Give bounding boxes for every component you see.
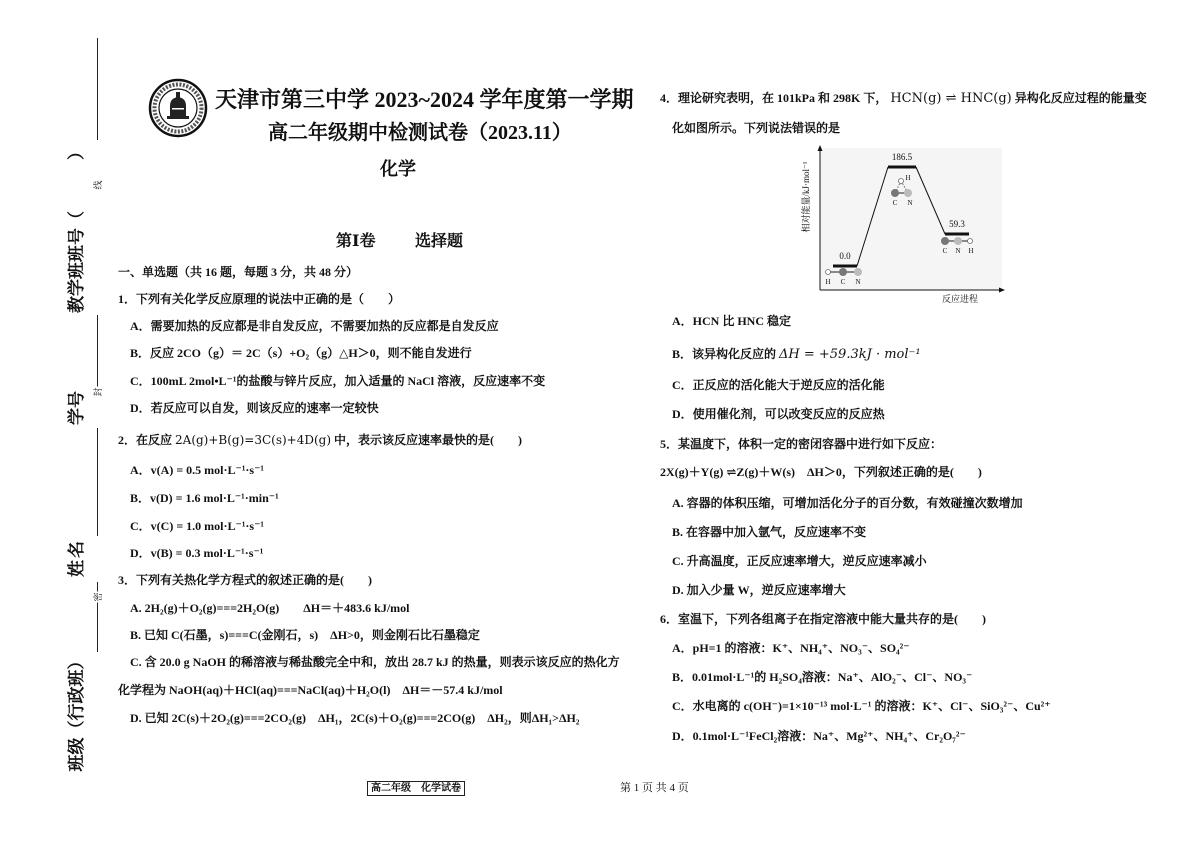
question-4-stem-suffix: 异构化反应过程的能量变 xyxy=(1014,91,1147,105)
teaching-class-label: 教学班班号（ ） xyxy=(67,143,86,313)
atom-label: N xyxy=(855,278,861,286)
exam-title-line2: 高二年级期中检测试卷（2023.11） xyxy=(268,122,572,144)
energy-level-label: 0.0 xyxy=(839,251,851,261)
student-no-label: 学号 xyxy=(67,391,86,425)
question-2-option-d: D．v(B) = 0.3 mol·L⁻¹·s⁻¹ xyxy=(130,546,264,560)
question-3-option-c: C. 含 20.0 g NaOH 的稀溶液与稀盐酸完全中和，放出 28.7 kJ 的热量，则表示该反应的热化方 xyxy=(130,655,620,669)
plot-area xyxy=(820,148,1002,290)
section-volume: 第Ⅰ卷 xyxy=(336,233,376,250)
question-6-option-a: A．pH=1 的溶液：K⁺、NH₄⁺、NO₃⁻、SO₄²⁻ xyxy=(672,641,910,655)
energy-level-label: 59.3 xyxy=(949,219,965,229)
fill-line-name xyxy=(97,428,98,536)
question-5-stem-line2: 2X(g)＋Y(g) ⇌Z(g)＋W(s) ΔH＞0，下列叙述正确的是( ) xyxy=(660,465,982,479)
question-4-option-b xyxy=(672,346,924,363)
x-axis-label: 反应进程 xyxy=(941,294,979,304)
atom-label: N xyxy=(907,199,913,207)
footer-paper-label: 高二年级 化学试卷 xyxy=(367,781,465,796)
question-5-option-d: D. 加入少量 W，逆反应速率增大 xyxy=(672,583,846,597)
fill-line-teaching-class xyxy=(97,38,98,140)
question-2-option-b: B．v(D) = 1.6 mol·L⁻¹·min⁻¹ xyxy=(130,491,279,505)
energy-level-label: 186.5 xyxy=(891,152,913,162)
question-2-stem-prefix: 2．在反应 xyxy=(118,433,173,447)
question-3-stem: 3．下列有关热化学方程式的叙述正确的是( ) xyxy=(118,573,372,587)
question-2-stem xyxy=(118,432,522,448)
question-4-stem-line2: 化如图所示。下列说法错误的是 xyxy=(672,121,841,135)
question-5-option-b: B. 在容器中加入氩气，反应速率不变 xyxy=(672,525,867,539)
question-1-option-a: A．需要加热的反应都是非自发反应，不需要加热的反应都是自发反应 xyxy=(130,319,499,333)
atom-label: C xyxy=(892,199,898,207)
subject-title: 化学 xyxy=(380,159,416,179)
question-4-option-a: A．HCN 比 HNC 稳定 xyxy=(672,314,791,328)
atom-label: N xyxy=(955,247,961,255)
fill-line-student-no xyxy=(97,315,98,388)
section-type: 选择题 xyxy=(415,233,464,250)
atom-n xyxy=(954,237,962,245)
question-4-option-c: C．正反应的活化能大于逆反应的活化能 xyxy=(672,378,885,392)
atom-label: C xyxy=(942,247,948,255)
atom-c xyxy=(941,237,949,245)
class-label: 班级（行政班） xyxy=(67,652,86,772)
atom-h xyxy=(899,179,904,184)
seal-char-secret: 密 xyxy=(93,592,103,602)
question-6-option-b: B．0.01mol·L⁻¹的 H₂SO₄溶液：Na⁺、AlO₂⁻、Cl⁻、NO₃⁻ xyxy=(672,670,973,684)
atom-label: H xyxy=(905,174,911,182)
y-axis-label: 相对能量/kJ·mol⁻¹ xyxy=(801,161,811,233)
question-5-option-a: A. 容器的体积压缩，可增加活化分子的百分数，有效碰撞次数增加 xyxy=(672,496,1023,510)
atom-label: C xyxy=(840,278,846,286)
question-1-stem: 1．下列有关化学反应原理的说法中正确的是（ ） xyxy=(118,292,401,306)
atom-label: H xyxy=(968,247,974,255)
question-2-option-a: A．v(A) = 0.5 mol·L⁻¹·s⁻¹ xyxy=(130,463,265,477)
question-4-formula: HCN(g) ⇌ HNC(g) xyxy=(890,91,1012,106)
part-heading: 一、单选题（共 16 题，每题 3 分，共 48 分） xyxy=(118,265,359,279)
question-3-option-a: A. 2H₂(g)＋O₂(g)===2H₂O(g) ΔH＝＋483.6 kJ/mol xyxy=(130,601,410,615)
atom-n xyxy=(904,189,912,197)
name-label: 姓名 xyxy=(67,539,86,577)
atom-label: H xyxy=(825,278,831,286)
exam-title-line1: 天津市第三中学 2023~2024 学年度第一学期 xyxy=(215,87,634,112)
question-4-stem-prefix: 4．理论研究表明，在 101kPa 和 298K 下， xyxy=(660,91,888,105)
question-2-option-c: C．v(C) = 1.0 mol·L⁻¹·s⁻¹ xyxy=(130,519,265,533)
seal-char-line: 线 xyxy=(93,180,103,190)
energy-diagram xyxy=(800,145,1010,305)
question-4-option-b-formula: ΔH = +59.3kJ · mol⁻¹ xyxy=(779,347,921,362)
atom-c xyxy=(839,268,847,276)
question-5-option-c: C. 升高温度，正反应速率增大，逆反应速率减小 xyxy=(672,554,927,568)
question-1-option-c: C．100mL 2mol•L⁻¹的盐酸与锌片反应，加入适量的 NaCl 溶液，反应速率不变 xyxy=(130,374,546,388)
question-6-option-c: C．水电离的 c(OH⁻)=1×10⁻¹³ mol·L⁻¹ 的溶液：K⁺、Cl⁻、SiO₃²⁻、Cu²⁺ xyxy=(672,699,1051,713)
question-4-option-d: D．使用催化剂，可以改变反应的反应热 xyxy=(672,407,885,421)
seal-char-seal: 封 xyxy=(93,387,103,397)
atom-c xyxy=(891,189,899,197)
question-2-formula: 2A(g)+B(g)=3C(s)+4D(g) xyxy=(175,433,332,447)
question-3-option-d: D. 已知 2C(s)＋2O₂(g)===2CO₂(g) ΔH₁，2C(s)＋O₂(g)===2CO(g) ΔH₂，则ΔH₁>ΔH₂ xyxy=(130,711,580,725)
question-3-option-b: B. 已知 C(石墨，s)===C(金刚石，s) ΔH>0，则金刚石比石墨稳定 xyxy=(130,628,480,642)
footer-page-number: 第 1 页 共 4 页 xyxy=(620,782,689,794)
question-4-option-b-text: B．该异构化反应的 xyxy=(672,347,777,361)
question-2-stem-suffix: 中，表示该反应速率最快的是( ) xyxy=(334,433,523,447)
question-6-option-d: D．0.1mol·L⁻¹FeCl₂溶液：Na⁺、Mg²⁺、NH₄⁺、Cr₂O₇²⁻ xyxy=(672,729,966,743)
question-1-option-b: B．反应 2CO（g）＝ 2C（s）+O₂（g）△H＞0，则不能自发进行 xyxy=(130,346,472,360)
school-logo xyxy=(148,78,208,138)
atom-h xyxy=(826,270,831,275)
question-1-option-d: D．若反应可以自发，则该反应的速率一定较快 xyxy=(130,401,379,415)
question-3-option-c-continued: 化学程为 NaOH(aq)＋HCl(aq)===NaCl(aq)＋H₂O(l) ΔH＝－57.4 kJ/mol xyxy=(118,683,503,697)
atom-h xyxy=(968,239,973,244)
question-6-stem: 6．室温下，下列各组离子在指定溶液中能大量共存的是( ) xyxy=(660,612,986,626)
question-4-stem xyxy=(660,90,1147,107)
atom-n xyxy=(854,268,862,276)
question-5-stem: 5．某温度下，体积一定的密闭容器中进行如下反应： xyxy=(660,437,943,451)
